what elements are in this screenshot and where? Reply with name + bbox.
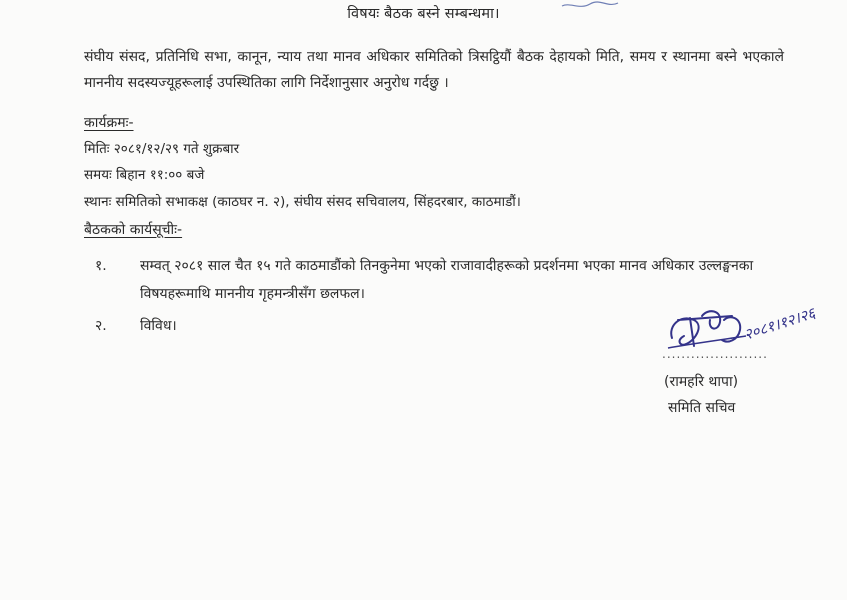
program-heading: कार्यक्रमः- — [84, 115, 134, 131]
signature-line: ...................... — [662, 347, 768, 361]
signer-name: (रामहरि थापा) — [664, 374, 739, 390]
subject-line: विषयः बैठक बस्ने सम्बन्धमा। — [347, 6, 500, 22]
intro-paragraph: संघीय संसद, प्रतिनिधि सभा, कानून, न्याय तथा मानव अधिकार समितिको त्रिसट्ठियौं बैठक देहायको मिति, समय र स्थानमा बस्ने भएकाले माननीय सदस्यज्यूहरूलाई उपस्थितिका लागि निर्देशानुसार अनुरोध गर्दछु । — [84, 49, 784, 91]
meeting-time: समयः बिहान ११:०० बजे — [84, 167, 205, 183]
agenda-item-text: विविध। — [140, 318, 177, 334]
agenda-heading: बैठकको कार्यसूचीः- — [84, 222, 183, 238]
meeting-date: मितिः २०८१/१२/२९ गते शुक्रबार — [84, 141, 240, 157]
signature-date: २०८१।१२।२६ — [741, 303, 818, 344]
meeting-venue: स्थानः समितिको सभाकक्ष (काठघर न. २), संघीय संसद सचिवालय, सिंहदरबार, काठमाडौं। — [84, 194, 521, 210]
agenda-item-number: १. — [95, 258, 107, 274]
agenda-item-number: २. — [95, 318, 107, 334]
signer-title: समिति सचिव — [668, 400, 736, 416]
agenda-item-text: सम्वत् २०८१ साल चैत १५ गते काठमाडौंको तिनकुनेमा भएको राजावादीहरूको प्रदर्शनमा भएका मानव अधिकार उल्लङ्घनका विषयहरूमाथि माननीय गृहमन्त्रीसँग छलफल। — [140, 258, 754, 302]
